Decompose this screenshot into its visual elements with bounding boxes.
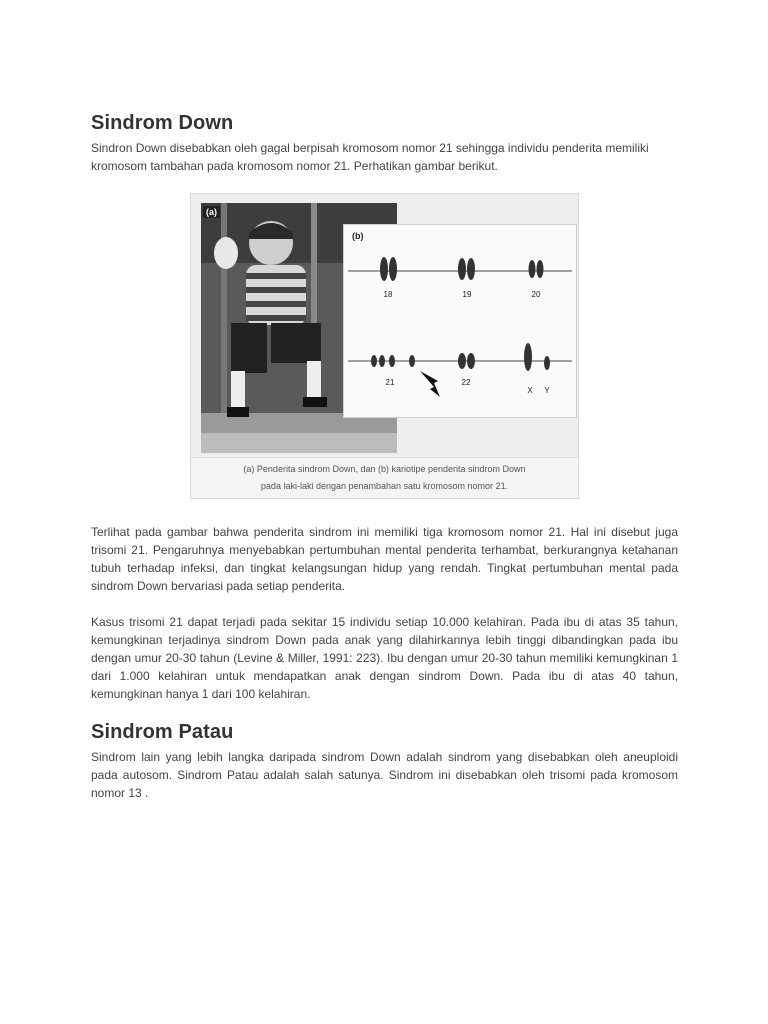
caption-line-1: (a) Penderita sindrom Down, dan (b) kariotipe penderita sindrom Down bbox=[243, 464, 526, 474]
chrom-label-y: Y bbox=[544, 386, 550, 395]
chrom-label-18: 18 bbox=[383, 290, 393, 299]
figure-caption bbox=[191, 457, 578, 498]
paragraph-trisomi-21: Terlihat pada gambar bahwa penderita sindrom ini memiliki tiga kromosom nomor 21. Hal ini disebut juga trisomi 21. Pengaruhnya menyebabkan pertumbuhan mental penderita terhambat, berkurangnya ketahanan tubuh terhadap infeksi, dan tingkat kelangsungan hidup yang rendah. Tingkat pertumbuhan mental pada sindrom Down bervariasi pada setiap penderita. bbox=[91, 525, 678, 593]
section-title-sindrom-down: Sindrom Down bbox=[91, 112, 234, 134]
figure-image bbox=[191, 194, 578, 457]
figure-label-a: (a) bbox=[203, 206, 220, 218]
figure-karyotype bbox=[190, 193, 579, 499]
intro-paragraph: Sindron Down disebabkan oleh gagal berpisah kromosom nomor 21 sehingga individu penderita memiliki kromosom tambahan pada kromosom nomor 21. Perhatikan gambar berikut. bbox=[91, 141, 649, 173]
chrom-label-19: 19 bbox=[462, 290, 472, 299]
chrom-label-20: 20 bbox=[531, 290, 541, 299]
chrom-label-22: 22 bbox=[461, 378, 471, 387]
figure-label-b: (b) bbox=[352, 231, 364, 241]
paragraph-sindrom-patau: Sindrom lain yang lebih langka daripada sindrom Down adalah sindrom yang disebabkan oleh aneuploidi pada autosom. Sindrom Patau adalah salah satunya. Sindrom ini disebabkan oleh trisomi pada kromosom nomor 13 . bbox=[91, 750, 678, 800]
arrow-pointer-icon bbox=[420, 371, 440, 397]
karyotype-chart bbox=[344, 225, 576, 417]
section-title-sindrom-patau: Sindrom Patau bbox=[91, 721, 234, 743]
paragraph-kasus-trisomi: Kasus trisomi 21 dapat terjadi pada sekitar 15 individu setiap 10.000 kelahiran. Pada ibu di atas 35 tahun, kemungkinan terjadinya sindrom Down pada anak yang dilahirkannya lebih tinggi dibandingkan pada ibu dengan umur 20-30 tahun (Levine & Miller, 1991: 223). Ibu dengan umur 20-30 tahun memiliki kemungkinan 1 dari 1.000 kelahiran untuk mendapatkan anak dengan sindrom Down. Pada ibu di atas 40 tahun, kemungkinan hanya 1 dari 100 kelahiran. bbox=[91, 615, 678, 701]
chrom-label-x: X bbox=[527, 386, 533, 395]
chrom-label-21: 21 bbox=[385, 378, 395, 387]
caption-line-2: pada laki-laki dengan penambahan satu kromosom nomor 21. bbox=[260, 481, 509, 491]
document-page bbox=[91, 112, 678, 802]
karyotype-panel bbox=[343, 224, 577, 418]
